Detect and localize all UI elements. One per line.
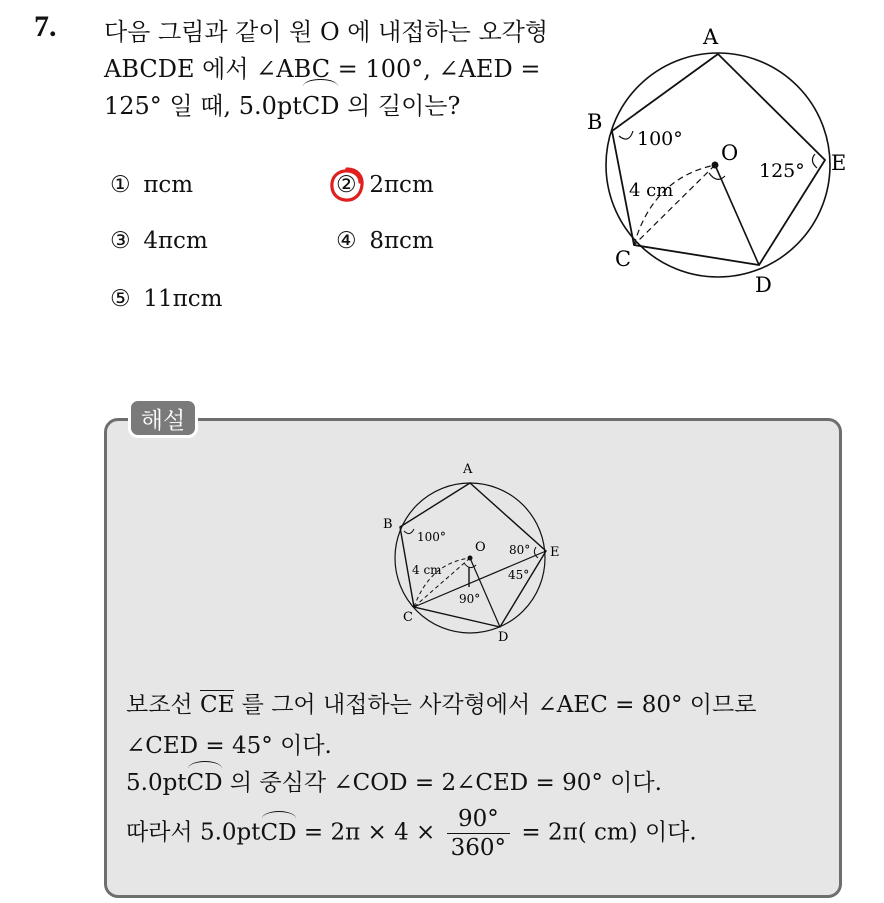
choice-2-mark-glyph: ②: [336, 172, 357, 198]
angle-b-label: 100°: [637, 128, 683, 150]
solution-line-3: [126, 764, 662, 797]
label-d: D: [755, 273, 772, 297]
question-line-3-post: 의 길이는?: [347, 92, 461, 120]
solution-tab: 해설: [128, 398, 198, 438]
solution-angle-e-arc: [534, 547, 538, 558]
choice-2-text: 2πcm: [369, 172, 434, 198]
solution-angle-b-label: 100°: [417, 530, 446, 544]
choice-3[interactable]: [110, 228, 208, 254]
choice-3-text: 4πcm: [143, 228, 208, 254]
solution-label-b: B: [383, 517, 393, 532]
label-a: A: [703, 25, 719, 49]
solution-label-e: E: [550, 545, 560, 560]
solution-angle-b-arc: [404, 529, 414, 534]
segment-ce-label: CE: [199, 692, 235, 718]
choice-1[interactable]: [110, 172, 193, 198]
choice-5-mark: ⑤: [110, 286, 131, 312]
solution-line-4-mid: = 2π × 4 ×: [296, 819, 443, 846]
center-point-o: [712, 162, 719, 169]
fraction-numerator: 90°: [457, 806, 499, 832]
solution-label-c: C: [403, 610, 413, 625]
solution-arc-cd-1: CD: [186, 770, 223, 796]
solution-line-1: [126, 686, 756, 719]
angle-e-arc: [812, 154, 817, 168]
segment-oc: [634, 165, 715, 245]
solution-arc-cd-2: CD: [260, 819, 297, 846]
label-e: E: [831, 151, 847, 175]
solution-figure: [378, 455, 578, 650]
solution-center-point: [468, 556, 473, 561]
question-line-2: ABCDE 에서 ∠ABC = 100°, ∠AED =: [104, 55, 541, 83]
selection-circle-icon: [327, 165, 367, 205]
solution-radius-label: 4 cm: [412, 563, 442, 577]
solution-angle-cod-label: 90°: [459, 592, 481, 606]
choice-1-text: πcm: [143, 172, 194, 198]
choice-1-mark: ①: [110, 172, 131, 198]
solution-line-3-pre: 5.0pt: [126, 770, 187, 796]
question-line-3-pre: 125° 일 때, 5.0pt: [104, 92, 302, 120]
solution-angle-ced-label: 45°: [508, 568, 530, 582]
label-o: O: [721, 141, 739, 165]
angle-e-label: 125°: [759, 160, 805, 182]
angle-o-arc: [709, 173, 725, 179]
radius-dashed-arc: [634, 165, 715, 245]
choice-5[interactable]: [110, 286, 222, 312]
pentagon-figure: [575, 18, 855, 308]
solution-line-2: ∠CED = 45° 이다.: [126, 733, 332, 759]
label-c: C: [615, 247, 632, 271]
solution-line-4: [126, 805, 697, 862]
choice-2[interactable]: [336, 172, 434, 198]
solution-line-1-post: 를 그어 내접하는 사각형에서 ∠AEC = 80° 이므로: [234, 692, 757, 718]
solution-label-d: D: [498, 630, 509, 645]
solution-angle-aec-label: 80°: [509, 543, 531, 557]
question-line-3: [104, 88, 574, 125]
fraction-denominator: 360°: [447, 833, 510, 862]
segment-od: [715, 165, 759, 265]
solution-line-4-post: = 2π( cm) 이다.: [514, 819, 697, 846]
arc-cd-label: CD: [302, 88, 340, 125]
radius-label: 4 cm: [629, 180, 674, 201]
choice-4-mark: ④: [336, 228, 357, 254]
angle-b-arc: [619, 131, 633, 139]
question-text: [104, 14, 574, 125]
choice-4-text: 8πcm: [369, 228, 434, 254]
choice-5-text: 11πcm: [143, 286, 223, 312]
question-number: 7.: [34, 10, 57, 43]
solution-line-1-pre: 보조선: [126, 692, 200, 718]
question-line-1: 다음 그림과 같이 원 O 에 내접하는 오각형: [104, 18, 549, 46]
choice-2-mark: [336, 172, 362, 198]
choice-4[interactable]: [336, 228, 434, 254]
solution-line-4-pre: 따라서 5.0pt: [126, 819, 261, 846]
choice-3-mark: ③: [110, 228, 131, 254]
fraction: [447, 805, 510, 862]
solution-label-a: A: [463, 462, 473, 477]
solution-angle-o-arc: [464, 563, 476, 568]
solution-line-3-post: 의 중심각 ∠COD = 2∠CED = 90° 이다.: [222, 770, 662, 796]
label-b: B: [587, 110, 603, 134]
solution-label-o: O: [475, 540, 486, 555]
